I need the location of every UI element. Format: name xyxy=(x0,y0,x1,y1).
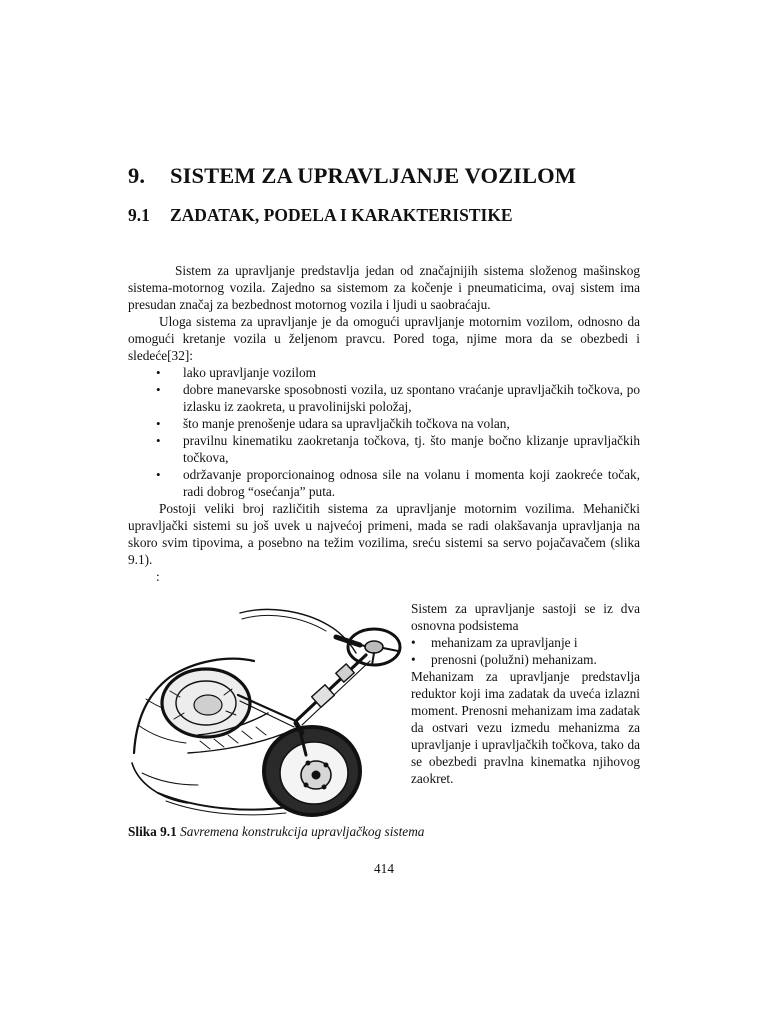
section-title xyxy=(128,205,513,226)
bullet-icon: • xyxy=(156,416,161,431)
section-number: 9.1 xyxy=(128,205,150,225)
steering-system-illustration xyxy=(128,603,406,819)
chapter-number: 9. xyxy=(128,163,146,188)
requirements-list xyxy=(128,364,640,500)
list-item xyxy=(128,415,640,432)
caption-label: Slika 9.1 xyxy=(128,824,177,839)
side-paragraph: Mehanizam za upravljanje predstavlja reduktor koji ima zadatak da uveća izlazni moment. Prenosni mehanizam ima zadatak da ostvari vezu izmedu mehanizma za upravljanje i upravljačkih točkova, tako da se obezbedi pravlna kinematka njihovog zaokret. xyxy=(411,669,640,786)
steering-system-figure xyxy=(128,603,406,819)
list-item-text: dobre manevarske sposobnosti vozila, uz spontano vraćanje upravljačkih točkova, po izlasku iz zaokreta, u pravolinijski položaj, xyxy=(183,382,640,414)
side-text xyxy=(411,600,640,787)
stray-colon: : xyxy=(156,569,160,584)
list-item xyxy=(128,381,640,415)
bullet-icon: • xyxy=(156,382,161,397)
figure-caption xyxy=(128,824,424,840)
side-list-item xyxy=(411,651,640,668)
bullet-icon: • xyxy=(156,365,161,380)
list-item xyxy=(128,432,640,466)
list-item-text: što manje prenošenje udara sa upravljačkih točkova na volan, xyxy=(183,416,510,431)
list-item xyxy=(128,364,640,381)
caption-text: Savremena konstrukcija upravljačkog sistema xyxy=(180,824,425,839)
chapter-title xyxy=(128,163,576,189)
bullet-icon: • xyxy=(411,635,416,650)
page-number: 414 xyxy=(374,861,394,876)
side-list-item xyxy=(411,634,640,651)
chapter-title-text: SISTEM ZA UPRAVLJANJE VOZILOM xyxy=(170,163,577,188)
list-item-text: pravilnu kinematiku zaokretanja točkova, tj. što manje bočno klizanje upravljačkih točkova, xyxy=(183,433,640,465)
body-text xyxy=(128,262,640,585)
paragraph-systems: Postoji veliki broj različitih sistema za upravljanje motornim vozilima. Mehanički upravljački sistemi su još uvek u najvećoj primeni, mada se radi olakšavanja upravljanja na skoro svim tipovima, a posebno na težim vozilima, sreću sistemi sa servo pojačavačem (slika 9.1). xyxy=(128,501,640,567)
list-item-text: održavanje proporcionainog odnosa sile na volanu i momenta koji zaokreće točak, radi dobrog “osećanja” puta. xyxy=(183,467,640,499)
side-list-item-text: mehanizam za upravljanje i xyxy=(431,635,578,650)
side-intro: Sistem za upravljanje sastoji se iz dva osnovna podsistema xyxy=(411,601,640,633)
bullet-icon: • xyxy=(156,467,161,482)
list-item-text: lako upravljanje vozilom xyxy=(183,365,316,380)
paragraph-intro: Sistem za upravljanje predstavlja jedan od značajnijih sistema složenog mašinskog sistema-motornog vozila. Zajedno sa sistemom za kočenje i pneumaticima, ovaj sistem ima presudan značaj za bezbednost motornog vozila i ljudi u saobraćaju. xyxy=(128,263,640,312)
paragraph-role: Uloga sistema za upravljanje je da omogući upravljanje motornim vozilom, odnosno da omogući kretanje vozila u željenom pravcu. Pored toga, njime mora da se obezbedi i sledeće[32]: xyxy=(128,314,640,363)
side-list-item-text: prenosni (polužni) mehanizam. xyxy=(431,652,597,667)
bullet-icon: • xyxy=(411,652,416,667)
bullet-icon: • xyxy=(156,433,161,448)
list-item xyxy=(128,466,640,500)
section-title-text: ZADATAK, PODELA I KARAKTERISTIKE xyxy=(170,205,513,225)
